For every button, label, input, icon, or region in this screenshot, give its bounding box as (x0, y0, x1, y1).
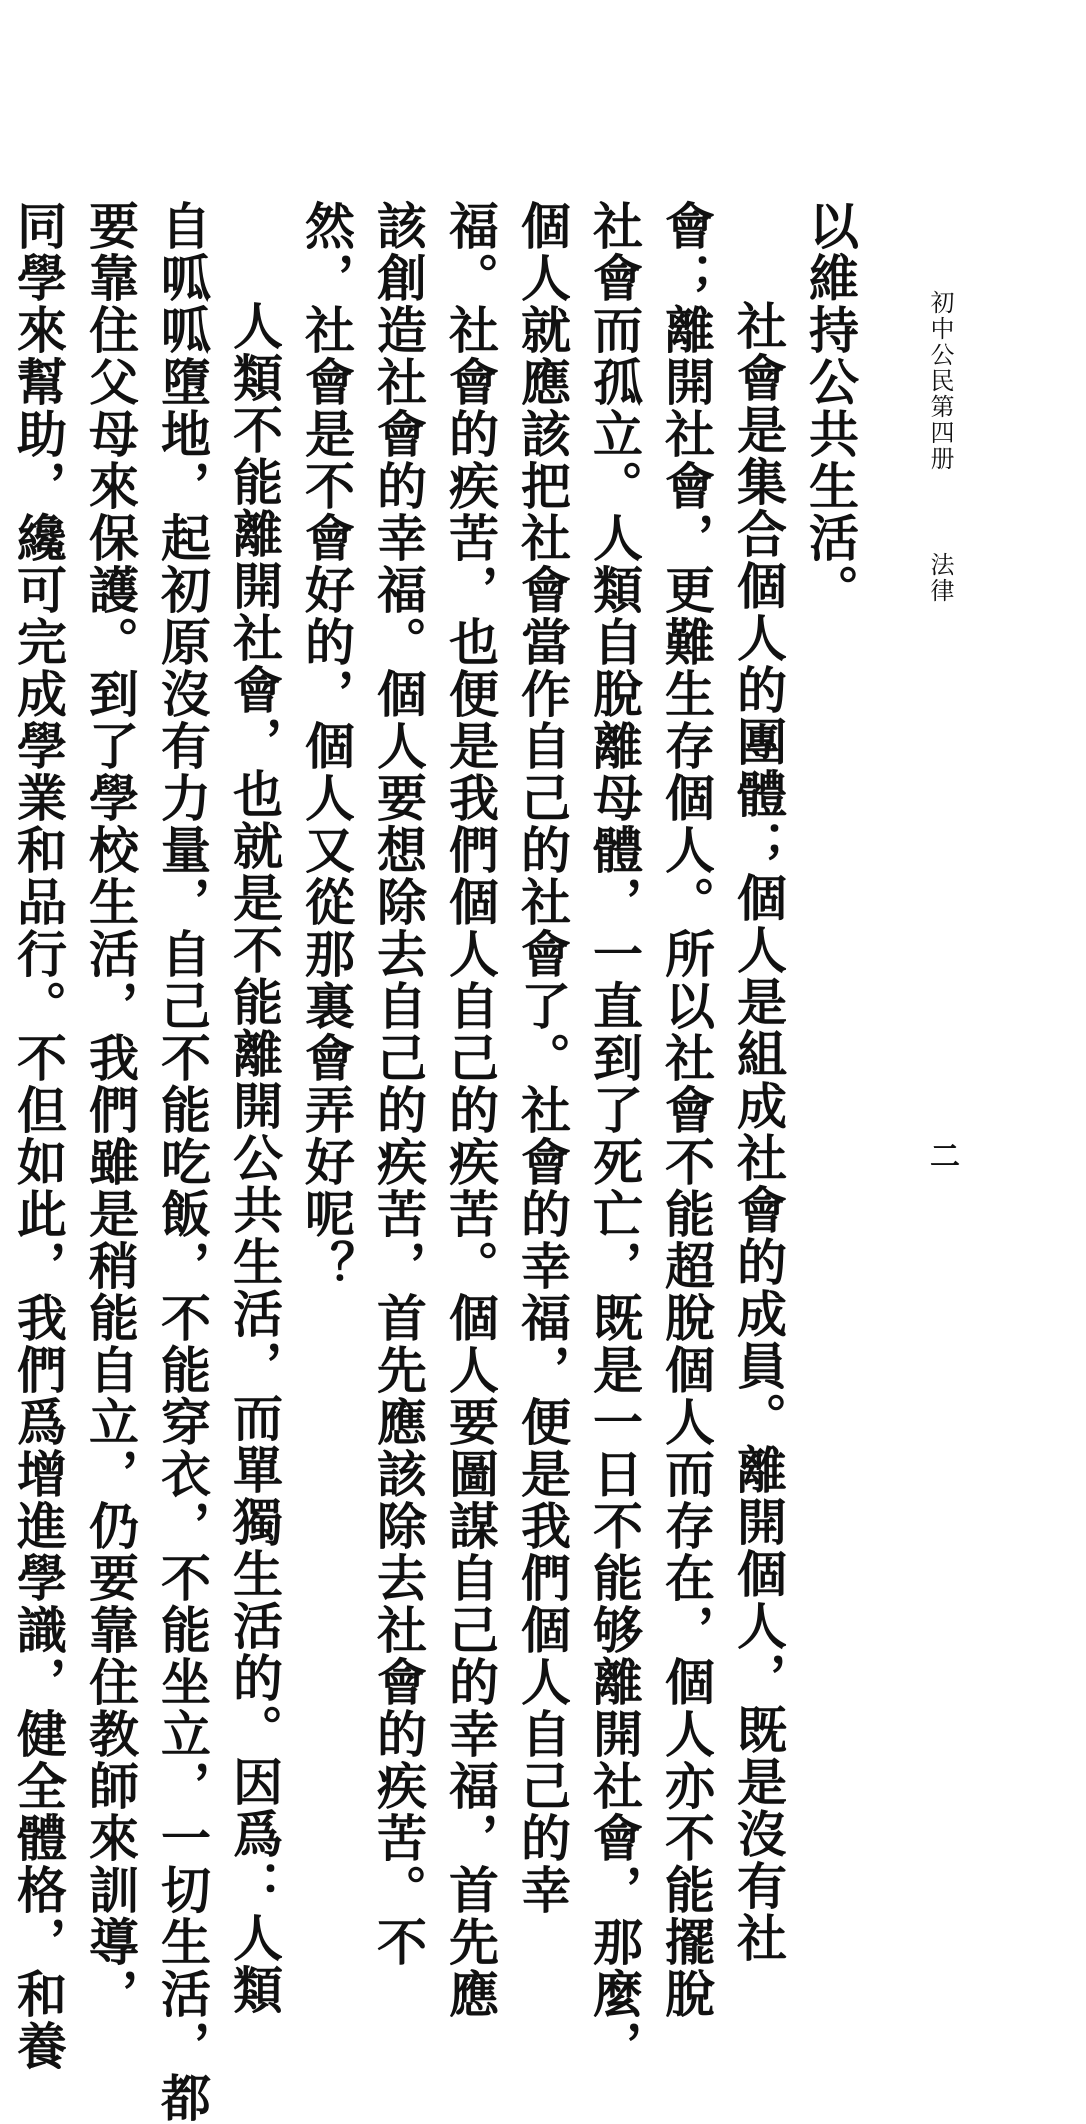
text-line: 人類不能離開社會，也就是不能離開公共生活，而單獨生活的。因爲：人類 (225, 300, 284, 2016)
body-text (2, 200, 866, 2124)
text-line: 以維持公共生活。 (801, 200, 860, 616)
text-line: 要靠住父母來保護。到了學校生活，我們雖是稍能自立，仍要靠住教師來訓導， (81, 200, 140, 2020)
text-line: 該創造社會的幸福。個人要想除去自己的疾苦，首先應該除去社會的疾苦。不 (369, 200, 428, 1968)
subject-label: 法律 (926, 551, 954, 604)
text-line: 自呱呱墮地，起初原沒有力量，自己不能吃飯，不能穿衣，不能坐立，一切生活，都 (153, 200, 212, 2124)
book-title: 初中公民第四册 (926, 290, 954, 472)
text-line: 個人就應該把社會當作自己的社會了。社會的幸福，便是我們個人自己的幸 (513, 200, 572, 1916)
text-line: 福。社會的疾苦，也便是我們個人自己的疾苦。個人要圖謀自己的幸福，首先應 (441, 200, 500, 2020)
text-line: 會；離開社會，更難生存個人。所以社會不能超脫個人而存在，個人亦不能擺脫 (657, 200, 716, 2020)
running-header (920, 290, 960, 604)
text-line: 然，社會是不會好的，個人又從那裏會弄好呢？ (297, 200, 356, 1292)
text-line: 社會是集合個人的團體；個人是組成社會的成員。離開個人，既是沒有社 (729, 300, 788, 1964)
page-number: 二 (924, 1140, 959, 1170)
text-line: 同學來幫助，纔可完成學業和品行。不但如此，我們爲增進學識，健全體格，和養 (9, 200, 68, 2072)
text-line: 社會而孤立。人類自脫離母體，一直到了死亡，既是一日不能够離開社會，那麼， (585, 200, 644, 2072)
